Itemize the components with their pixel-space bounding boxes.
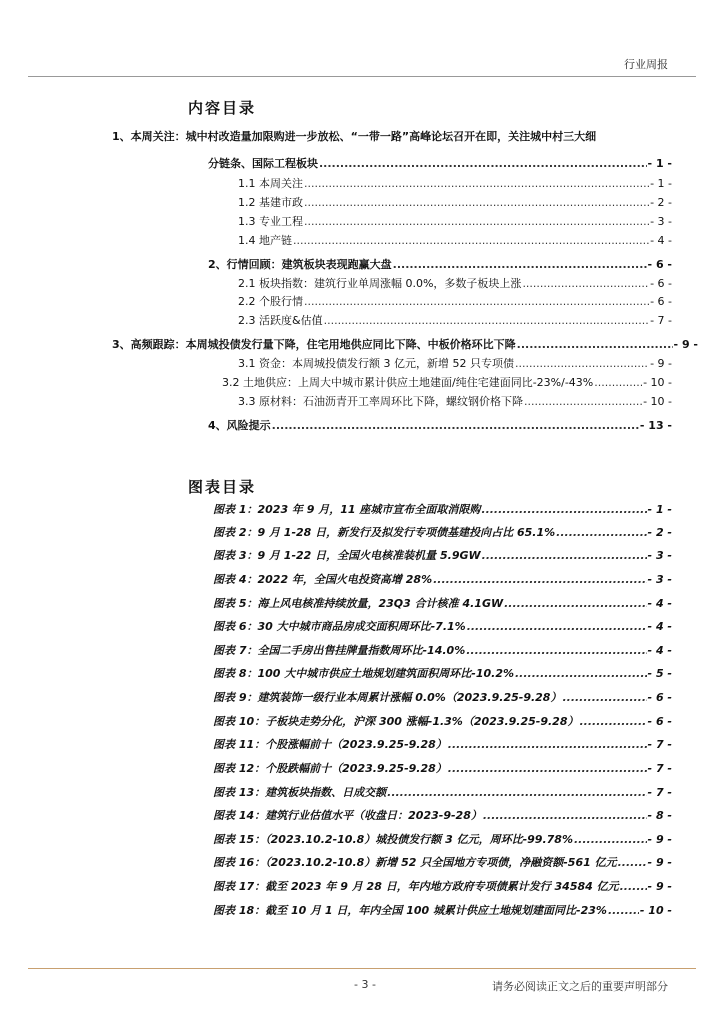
dot-leader (517, 338, 673, 352)
footer-divider (28, 968, 696, 969)
page-number: - 3 - (354, 978, 376, 991)
dot-leader (324, 314, 649, 328)
dot-leader (522, 277, 649, 291)
header-divider (28, 76, 696, 77)
dot-leader (272, 419, 639, 433)
dot-leader (515, 667, 647, 681)
figure-entry[interactable]: 图表 11：个股涨幅前十（2023.9.25-9.28） ..... - 7 - (213, 738, 672, 752)
dot-leader (293, 234, 649, 248)
toc-entry[interactable]: 1.1 本周关注 ..... - 1 - (238, 177, 672, 191)
toc-entry[interactable]: 1.2 基建市政 ..... - 2 - (238, 196, 672, 210)
dot-leader (524, 395, 642, 409)
dot-leader (387, 786, 646, 800)
figure-entry[interactable]: 图表 17：截至 2023 年 9 月 28 日，年内地方政府专项债累计发行 34584 亿元 ..... - 9 - (213, 880, 672, 894)
toc-entry[interactable]: 1.4 地产链 ..... - 4 - (238, 234, 672, 248)
dot-leader (608, 904, 639, 918)
dot-leader (304, 295, 649, 309)
figure-entry[interactable]: 图表 6：30 大中城市商品房成交面积周环比-7.1% ..... - 4 - (213, 620, 672, 634)
dot-leader (504, 597, 646, 611)
dot-leader (562, 691, 646, 705)
figure-entry[interactable]: 图表 2：9 月 1-28 日，新发行及拟发行专项债基建投向占比 65.1% ..... - 2 - (213, 526, 672, 540)
dot-leader (433, 573, 646, 587)
figure-entry[interactable]: 图表 13：建筑板块指数、日成交额 ..... - 7 - (213, 786, 672, 800)
figure-entry[interactable]: 图表 8：100 大中城市供应土地规划建筑面积周环比-10.2% ..... - 5 - (213, 667, 672, 681)
figures-title: 图表目录 (188, 478, 257, 496)
figure-entry[interactable]: 图表 9：建筑装饰一级行业本周累计涨幅 0.0%（2023.9.25-9.28） ..... - 6 - (213, 691, 672, 705)
toc-entry[interactable]: 2、行情回顾：建筑板块表现跑赢大盘 ..... - 6 - (208, 258, 672, 272)
figure-entry[interactable]: 图表 18：截至 10 月 1 日，年内全国 100 城累计供应土地规划建面同比-23% ..... - 10 - (213, 904, 672, 918)
dot-leader (393, 258, 647, 272)
figure-entry[interactable]: 图表 5：海上风电核准持续放量，23Q3 合计核准 4.1GW ..... - 4 - (213, 597, 672, 611)
dot-leader (467, 620, 647, 634)
toc-entry[interactable]: 3.2 土地供应：上周大中城市累计供应土地建面/纯住宅建面同比-23%/-43% ..... - 10 - (222, 376, 672, 390)
dot-leader (319, 157, 647, 171)
toc-entry[interactable]: 1.3 专业工程 ..... - 3 - (238, 215, 672, 229)
toc-entry[interactable]: 分链条、国际工程板块 ..... - 1 - (208, 157, 672, 171)
figure-entry[interactable]: 图表 1：2023 年 9 月，11 座城市宣布全面取消限购 ..... - 1 - (213, 503, 672, 517)
toc-entry[interactable]: 2.1 板块指数：建筑行业单周涨幅 0.0%，多数子板块上涨 ..... - 6 - (238, 277, 672, 291)
dot-leader (515, 357, 649, 371)
toc-entry[interactable]: 3.3 原材料：石油沥青开工率周环比下降，螺纹钢价格下降 ..... - 10 - (238, 395, 672, 409)
figure-entry[interactable]: 图表 10：子板块走势分化，沪深 300 涨幅-1.3%（2023.9.25-9.28） ..... - 6 - (213, 715, 672, 729)
dot-leader (594, 376, 642, 390)
dot-leader (620, 880, 647, 894)
dot-leader (482, 549, 647, 563)
dot-leader (579, 715, 646, 729)
dot-leader (618, 856, 647, 870)
toc-entry[interactable]: 2.3 活跃度&估值 ..... - 7 - (238, 314, 672, 328)
disclaimer-note: 请务必阅读正文之后的重要声明部分 (492, 980, 668, 993)
dot-leader (304, 177, 649, 191)
dot-leader (556, 526, 646, 540)
figure-entry[interactable]: 图表 7：全国二手房出售挂牌量指数周环比-14.0% ..... - 4 - (213, 644, 672, 658)
figure-entry[interactable]: 图表 12：个股跌幅前十（2023.9.25-9.28） ..... - 7 - (213, 762, 672, 776)
dot-leader (448, 762, 647, 776)
dot-leader (466, 644, 646, 658)
toc-entry[interactable]: 3.1 资金：本周城投债发行额 3 亿元，新增 52 只专项债 ..... - 9 - (238, 357, 672, 371)
figure-entry[interactable]: 图表 15：（2023.10.2-10.8）城投债发行额 3 亿元，周环比-99.78% ..... - 9 - (213, 833, 672, 847)
figure-entry[interactable]: 图表 16：（2023.10.2-10.8）新增 52 只全国地方专项债，净融资额-561 亿元 ..... - 9 - (213, 856, 672, 870)
toc-title: 内容目录 (188, 99, 257, 117)
dot-leader (448, 738, 647, 752)
figure-entry[interactable]: 图表 14：建筑行业估值水平（收盘日：2023-9-28） ..... - 8 - (213, 809, 672, 823)
dot-leader (481, 503, 646, 517)
toc-entry[interactable]: 2.2 个股行情 ..... - 6 - (238, 295, 672, 309)
toc-entry[interactable]: 3、高频跟踪：本周城投债发行量下降，住宅用地供应同比下降、中板价格环比下降 ..... - 9 - (112, 338, 698, 352)
dot-leader (304, 215, 649, 229)
report-type-label: 行业周报 (624, 58, 668, 71)
dot-leader (574, 833, 647, 847)
dot-leader (483, 809, 647, 823)
toc-entry[interactable]: 1、本周关注：城中村改造量加限购进一步放松、“一带一路”高峰论坛召开在即，关注城中村三大细 (112, 130, 597, 143)
figure-entry[interactable]: 图表 4：2022 年，全国火电投资高增 28% ..... - 3 - (213, 573, 672, 587)
figure-entry[interactable]: 图表 3：9 月 1-22 日，全国火电核准装机量 5.9GW ..... - 3 - (213, 549, 672, 563)
toc-entry[interactable]: 4、风险提示 ..... - 13 - (208, 419, 672, 433)
dot-leader (304, 196, 649, 210)
